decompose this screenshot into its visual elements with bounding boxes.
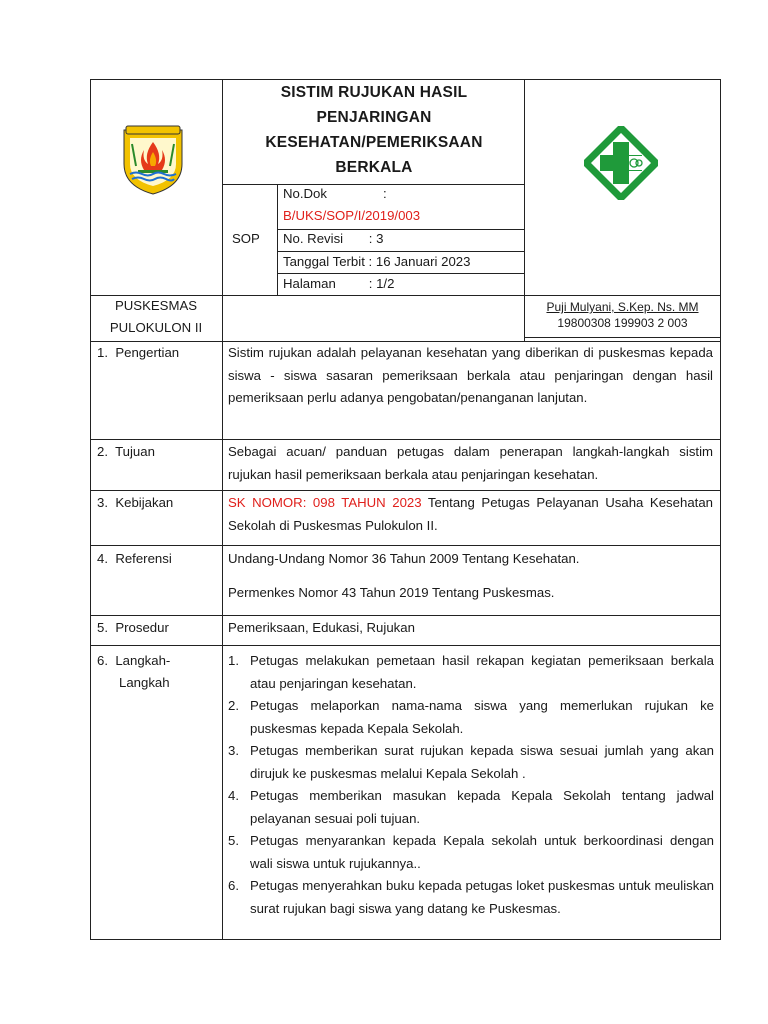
langkah-steps-list bbox=[228, 650, 714, 920]
list-item: 6. Petugas menyerahkan buku kepada petugas loket puskesmas untuk meuliskan surat rujukan bagi siswa yang datang ke Puskesmas. bbox=[228, 878, 714, 916]
title-line-3: KESEHATAN/PEMERIKSAAN bbox=[265, 134, 483, 151]
section-text-pengertian bbox=[228, 342, 713, 410]
document-title bbox=[224, 80, 524, 180]
langkah-label-line-1: 6. Langkah- bbox=[97, 653, 171, 668]
org-name-line-2: PULOKULON II bbox=[109, 320, 203, 335]
list-item: 4. Petugas memberikan masukan kepada Kepala Sekolah tentang jadwal pelayanan sesuai poli tujuan. bbox=[228, 788, 714, 826]
no-dok-colon: : bbox=[383, 186, 387, 201]
title-line-1: SISTIM RUJUKAN HASIL bbox=[280, 84, 468, 101]
section-label-referensi: 4. Referensi bbox=[97, 551, 172, 566]
tujuan-text: Sebagai acuan/ panduan petugas dalam penerapan langkah-langkah sistim rujukan hasil pemeriksaan berkala atau penjaringan kesehatan. bbox=[228, 444, 713, 482]
referensi-line-2: Permenkes Nomor 43 Tahun 2019 Tentang Puskesmas. bbox=[228, 585, 555, 600]
org-name-line-1: PUSKESMAS bbox=[114, 298, 198, 313]
signer-nip: 19800308 199903 2 003 bbox=[557, 316, 688, 330]
title-line-4: BERKALA bbox=[335, 159, 413, 176]
regency-coat-of-arms-logo bbox=[118, 120, 188, 196]
langkah-label-line-2: Langkah bbox=[119, 675, 170, 690]
list-item: 5. Petugas menyarankan kepada Kepala sekolah untuk berkoordinasi dengan wali siswa untuk rujukannya.. bbox=[228, 833, 714, 871]
no-revisi: No. Revisi : 3 bbox=[283, 231, 384, 246]
kebijakan-text: Tentang Petugas Pelayanan Usaha Kesehatan Sekolah di Puskesmas Pulokulon II. bbox=[228, 495, 713, 533]
section-label-pengertian: 1. Pengertian bbox=[97, 345, 180, 360]
list-item: 1. Petugas melakukan pemetaan hasil rekapan kegiatan pemeriksaan berkala atau penjaringan kesehatan. bbox=[228, 653, 714, 691]
section-label-prosedur: 5. Prosedur bbox=[97, 620, 169, 635]
section-label-kebijakan: 3. Kebijakan bbox=[97, 495, 174, 510]
pengertian-text: Sistim rujukan adalah pelayanan kesehatan yang diberikan di puskesmas kepada siswa - siswa sasaran pemeriksaan berkala atau penjaringan dengan hasil pemeriksaan perlu adanya pengobatan/penanganan lanjutan. bbox=[228, 345, 713, 405]
no-dok-label: No.Dok bbox=[283, 186, 327, 201]
section-label-tujuan: 2. Tujuan bbox=[97, 444, 155, 459]
signer-name: Puji Mulyani, S.Kep. Ns. MM bbox=[546, 300, 699, 314]
referensi-line-1: Undang-Undang Nomor 36 Tahun 2009 Tentang Kesehatan. bbox=[228, 551, 580, 566]
section-text-kebijakan bbox=[228, 492, 713, 537]
sop-label: SOP bbox=[232, 231, 260, 246]
halaman: Halaman : 1/2 bbox=[283, 276, 395, 291]
list-item: 3. Petugas memberikan surat rujukan kepada siswa sesuai jumlah yang akan dirujuk ke puskesmas melalui Kepala Sekolah . bbox=[228, 743, 714, 781]
section-label-langkah bbox=[97, 650, 170, 694]
puskesmas-logo bbox=[584, 126, 658, 200]
prosedur-text: Pemeriksaan, Edukasi, Rujukan bbox=[228, 620, 415, 635]
section-text-tujuan bbox=[228, 441, 713, 486]
tanggal-terbit: Tanggal Terbit : 16 Januari 2023 bbox=[283, 254, 471, 269]
kebijakan-sk-number: SK NOMOR: 098 TAHUN 2023 bbox=[228, 495, 422, 510]
list-item: 2. Petugas melaporkan nama-nama siswa yang memerlukan rujukan ke puskesmas kepada Kepala Sekolah. bbox=[228, 698, 714, 736]
no-dok-value: B/UKS/SOP/I/2019/003 bbox=[283, 208, 421, 223]
title-line-2: PENJARINGAN bbox=[316, 109, 432, 126]
